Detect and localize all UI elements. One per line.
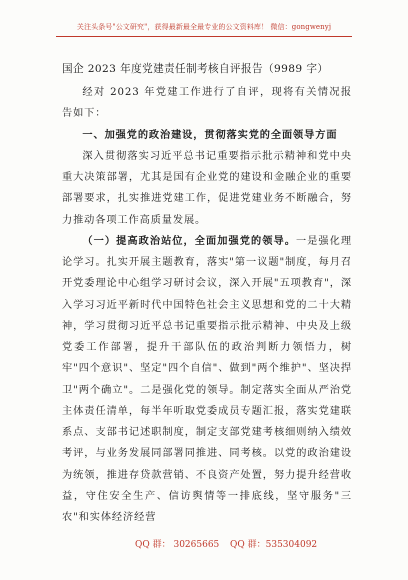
subsection-heading: （一）提高政治站位，全面加强党的领导。: [82, 234, 296, 247]
paragraph-2: [62, 231, 352, 529]
footer-qq-group-2: QQ 群：535304092: [230, 540, 318, 550]
header-promo-note: 关注头条号"公文研究"，获得最新最全最专业的公文资料库！ 微信：gongwenyj: [76, 23, 332, 31]
document-body: [62, 82, 352, 528]
intro-paragraph: 经对 2023 年党建工作进行了自评，现将有关情况报告如下：: [62, 87, 352, 120]
section-heading: 一、加强党的政治建设，贯彻落实党的全面领导方面: [82, 128, 338, 141]
footer-qq-group-1: QQ 群： 30265665: [135, 540, 220, 550]
document-title: 国企 2023 年度党建责任制考核自评报告（9989 字）: [62, 63, 329, 75]
paragraph-2-text: 一是强化理论学习。扎实开展主题教育，落实"第一议题"制度，每月召开党委理论中心组学习研讨会议，深入开展"五项教育"，深入学习习近平新时代中国特色社会主义思想和党的二十大精神，学习贯彻习近平总书记重要指示批示精神、中央及上级党委工作部署，提升干部队伍的政治判断力领悟力，树牢"四个意识"、坚定"四个自信"、做到"两个维护"、坚决捍卫"两个确立"。二是强化党的领导。制定落实全面从严治党主体责任清单，每半年听取党委成员专题汇报，落实党建联系点、支部书记述职制度，制定支部党建考核细则纳入绩效考评，与业务发展同部署同推进、同考核。以党的政治建设为统领，推进存贷款营销、不良资产处置，努力提升经营收益，守住安全生产、信访舆情等一排底线，坚守服务"三农"和实体经济经营: [62, 235, 352, 523]
paragraph-1: 深入贯彻落实习近平总书记重要指示批示精神和党中央重大决策部署，尤其是国有企业党的建设和金融企业的重要部署要求，扎实推进党建工作，促进党建业务不断融合，努力推动各项工作高质量发展。: [62, 150, 352, 226]
header-divider: [56, 36, 352, 37]
